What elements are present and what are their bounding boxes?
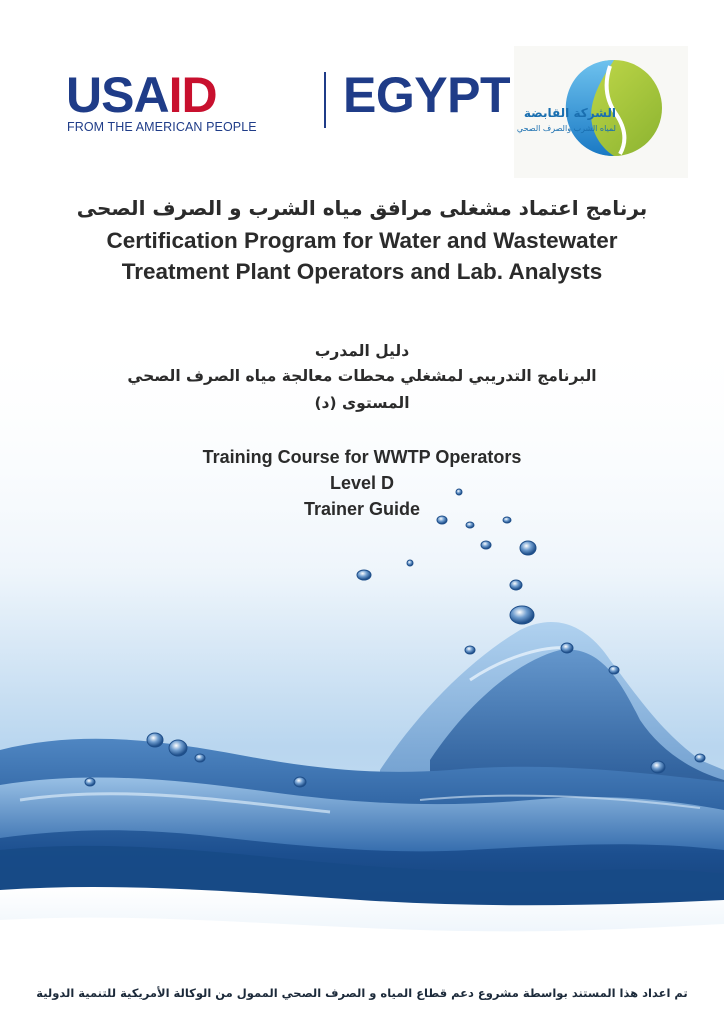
course-name: Training Course for WWTP Operators xyxy=(202,447,522,467)
course-guide: Trainer Guide xyxy=(303,499,421,519)
usaid-wordmark xyxy=(66,67,217,123)
subtitle-arabic-line2: البرنامج التدريبي لمشغلي محطات معالجة مياه الصرف الصحي xyxy=(127,367,597,385)
usaid-logo xyxy=(66,67,510,138)
usaid-divider xyxy=(324,72,326,128)
course-level: Level D xyxy=(329,473,395,493)
subtitle-arabic-line1: دليل المدرب xyxy=(314,342,410,360)
title-english-line1: Certification Program for Water and Wastewater xyxy=(106,228,618,253)
title-arabic: برنامج اعتماد مشغلى مرافق مياه الشرب و الصرف الصحى xyxy=(76,196,648,220)
title-english-line2: Treatment Plant Operators and Lab. Analysts xyxy=(121,259,603,284)
usaid-country: EGYPT xyxy=(343,67,510,123)
subtitle-arabic-line3: المستوى (د) xyxy=(314,394,410,412)
water-splash-image xyxy=(0,330,724,1024)
usaid-wordmark-usa: USA xyxy=(66,67,169,123)
hcww-logo xyxy=(514,46,688,178)
hcww-name: الشركة القابضة xyxy=(523,106,616,120)
usaid-wordmark-id: ID xyxy=(168,67,217,123)
hcww-subtitle: لمياه الشرب والصرف الصحي xyxy=(516,124,616,133)
usaid-tagline: FROM THE AMERICAN PEOPLE xyxy=(67,120,257,134)
footer-note: تم اعداد هذا المستند بواسطة مشروع دعم قطاع المياه و الصرف الصحي الممول من الوكالة الأمريكية للتنمية الدولية xyxy=(36,986,688,1000)
